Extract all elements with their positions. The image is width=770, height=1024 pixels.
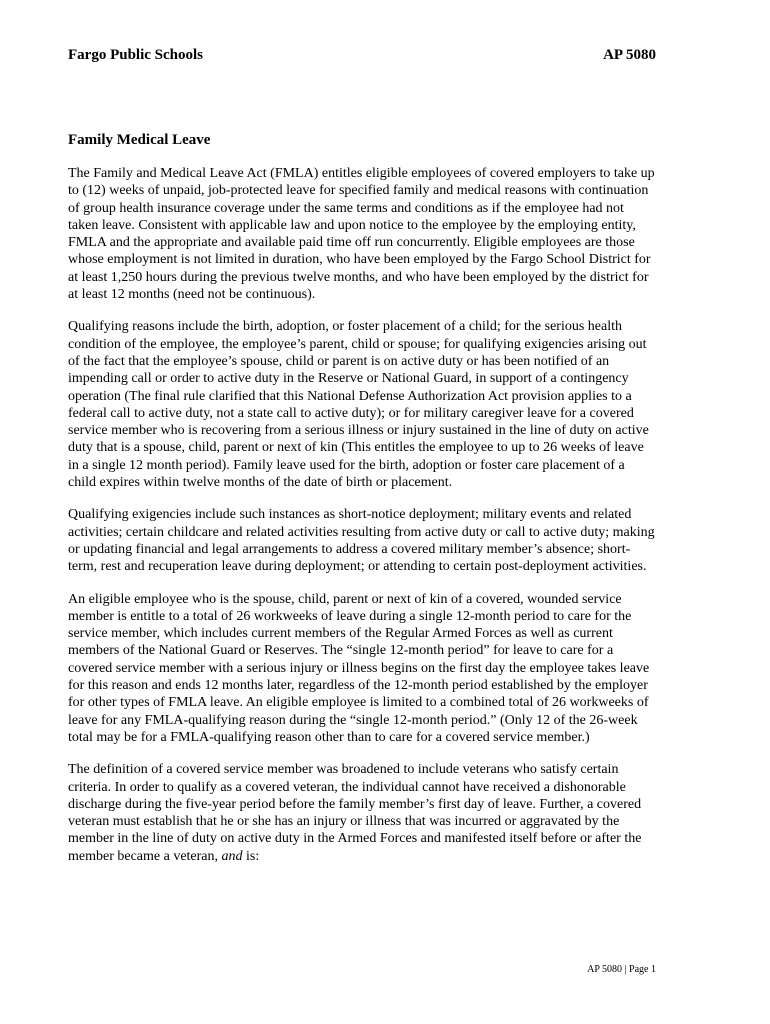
page-footer: AP 5080 | Page 1 <box>587 964 656 975</box>
paragraph-caregiver-leave: An eligible employee who is the spouse, child, parent or next of kin of a covered, wounded service member is entitle to a total of 26 workweeks of leave during a single 12-month period to care for the service member, which includes current members of the Regular Armed Forces as well as current members of the National Guard or Reserves. The “single 12-month period” for leave to care for a covered service member with a serious injury or illness begins on the first day the employee takes leave for this reason and ends 12 months later, regardless of the 12-month period established by the employer for other types of FMLA leave. An eligible employee is limited to a combined total of 26 workweeks of leave for any FMLA-qualifying reason during the “single 12-month period.” (Only 12 of the 26-week total may be for a FMLA-qualifying reason other than to care for a covered service member.) <box>68 591 650 745</box>
paragraph-qualifying-exigencies: Qualifying exigencies include such instances as short-notice deployment; military events and related activities; certain childcare and related activities resulting from active duty or call to active duty; making or updating financial and legal arrangements to address a covered military member’s absence; short- term, rest and recuperation leave during deployment; or attending to certain post-deployment activities. <box>68 507 655 575</box>
covered-veteran-tail: is: <box>242 848 260 864</box>
document-title: Family Medical Leave <box>68 132 211 148</box>
document-body <box>68 165 704 865</box>
paragraph-qualifying-reasons: Qualifying reasons include the birth, adoption, or foster placement of a child; for the serious health condition of the employee, the employee’s parent, child or spouse; for qualifying exigencies arising out of the fact that the employee’s spouse, child or parent is on active duty or has been notified of an impending call or order to active duty in the Reserve or National Guard, in support of a contingency operation (The final rule clarified that this National Defense Authorization Act provision applies to a federal call to active duty, not a state call to active duty); or for military caregiver leave for a covered service member who is recovering from a serious illness or injury sustained in the line of duty on active duty that is a spouse, child, parent or next of kin (This entitles the employee to up to 26 weeks of leave in a single 12 month period). Family leave used for the birth, adoption or foster care placement of a child expires within twelve months of the date of birth or placement. <box>68 319 649 491</box>
paragraph-fmla-overview: The Family and Medical Leave Act (FMLA) entitles eligible employees of covered employers to take up to (12) weeks of unpaid, job-protected leave for specified family and medical reasons with continuation of group health insurance coverage under the same terms and conditions as if the employee had not taken leave. Consistent with applicable law and upon notice to the employee by the employing entity, FMLA and the appropriate and available paid time off run concurrently. Eligible employees are those whose employment is not limited in duration, who have been employed by the Fargo School District for at least 1,250 hours during the previous twelve months, and who have been employed by the district for at least 12 months (need not be continuous). <box>68 166 655 303</box>
policy-number: AP 5080 <box>603 47 656 63</box>
organization-name: Fargo Public Schools <box>68 47 204 63</box>
covered-veteran-text: The definition of a covered service member was broadened to include veterans who satisfy certain criteria. In order to qualify as a covered veteran, the individual cannot have received a dishonorable discharge during the five-year period before the family member’s first day of leave. Further, a covered veteran must establish that he or she has an injury or illness that was incurred or aggravated by the member in the line of duty on active duty in the Armed Forces and manifested itself before or after the member became a veteran, <box>68 762 642 864</box>
paragraph-covered-veteran <box>68 761 704 865</box>
emphasis-and: and <box>221 848 243 864</box>
page-header <box>68 47 656 64</box>
